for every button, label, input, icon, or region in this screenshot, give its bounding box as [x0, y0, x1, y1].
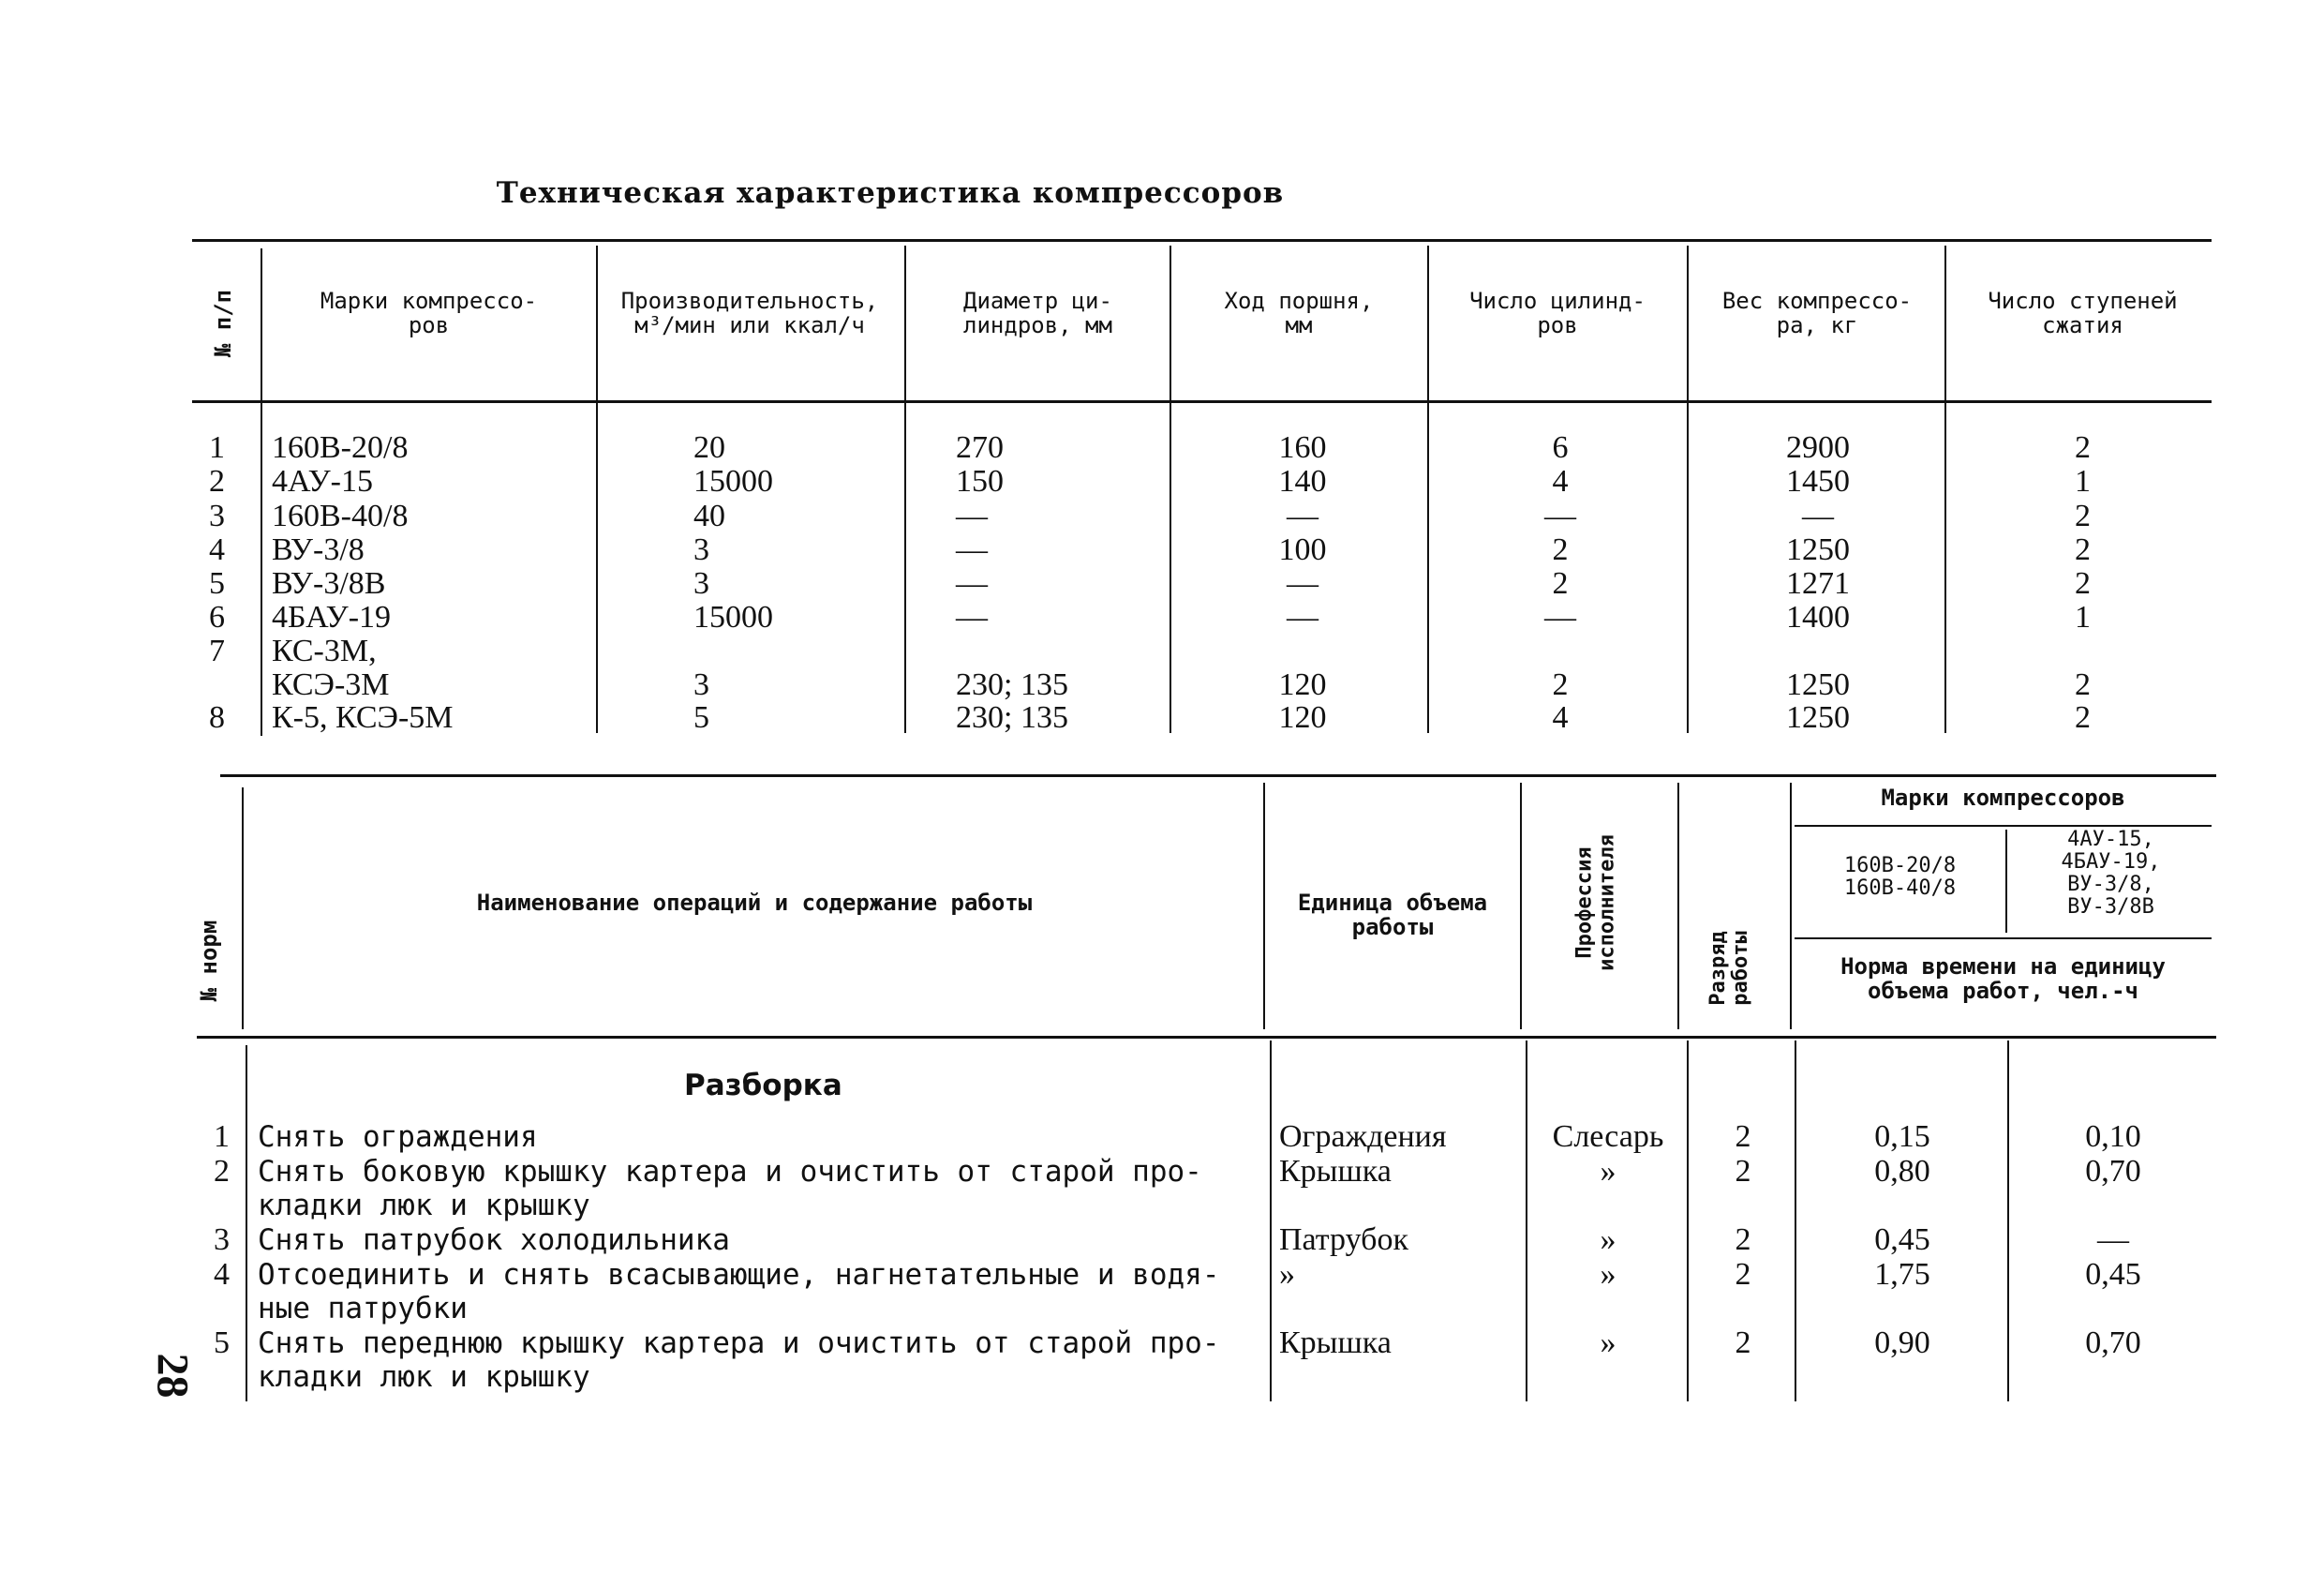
table1-cell-stroke: —	[1287, 566, 1318, 601]
table1-cell-cyl: 2	[1552, 532, 1569, 567]
table2-col-divider	[1677, 783, 1679, 1029]
table1-cell-cyl: 4	[1552, 700, 1569, 735]
table1-cell-stroke: 160	[1278, 430, 1327, 465]
table2-col-divider	[1687, 1041, 1689, 1401]
table1-col-divider	[1944, 246, 1946, 733]
table2-cell-grade: 2	[1735, 1119, 1751, 1154]
table2-cell-grade: 2	[1735, 1257, 1751, 1292]
table1-cell-cyl: 6	[1552, 430, 1569, 465]
table2-cell-n: 1	[214, 1119, 230, 1154]
table1-cell-stages: 2	[2075, 532, 2091, 567]
table2-brands-rule	[1795, 825, 2212, 827]
table2-cell-op: Отсоединить и снять всасывающие, нагнетательные и водя- ные патрубки	[258, 1258, 1220, 1325]
table2-cell-a: 0,90	[1874, 1325, 1930, 1360]
table1-cell-diam: —	[956, 566, 988, 601]
table1-cell-brand: ВУ-3/8В	[272, 566, 386, 601]
table2-cell-a: 0,45	[1874, 1222, 1930, 1257]
table1-cell-brand: КС-3М,	[272, 634, 377, 668]
table1-cell-cyl: —	[1544, 499, 1576, 533]
table2-header-unit: Единица объема работы	[1297, 890, 1488, 940]
table2-header-brand-a: 160В-20/8 160В-40/8	[1843, 854, 1957, 900]
table1-col-divider	[261, 248, 262, 736]
page-title: Техническая характеристика компрессоров	[496, 176, 1285, 210]
table2-header-name: Наименование операций и содержание работы	[476, 890, 1033, 916]
table2-header-grade: Разряд работы	[1706, 931, 1752, 1006]
table2-cell-b: 0,45	[2085, 1257, 2141, 1292]
table1-cell-cyl: —	[1544, 600, 1576, 635]
table2-header-rule	[197, 1036, 2216, 1039]
table1-cell-n: 1	[209, 430, 225, 465]
table1-header-brand: Марки компрессо- ров	[320, 288, 538, 338]
table2-header-profession: Профессия исполнителя	[1572, 834, 1619, 971]
table1-header-rule	[192, 400, 2212, 403]
table1-cell-brand: ВУ-3/8	[272, 532, 365, 567]
table1-header-stroke: Ход поршня, мм	[1224, 288, 1374, 338]
table2-cell-op: Снять боковую крышку картера и очистить от старой про- кладки люк и крышку	[258, 1155, 1202, 1222]
table2-cell-grade: 2	[1735, 1222, 1751, 1257]
table2-col-divider	[1270, 1041, 1272, 1401]
table2-col-divider	[1526, 1041, 1527, 1401]
table2-col-divider	[246, 1045, 247, 1401]
table1-cell-stages: 2	[2075, 667, 2091, 702]
table1-cell-weight: 1250	[1786, 532, 1850, 567]
table1-header-weight: Вес компрессо- ра, кг	[1721, 288, 1913, 338]
table2-cell-op: Снять переднюю крышку картера и очистить от старой про- кладки люк и крышку	[258, 1326, 1220, 1394]
table1-cell-cyl: 4	[1552, 464, 1569, 499]
table1-cell-n: 3	[209, 499, 225, 533]
table1-cell-brand: 4АУ-15	[272, 464, 373, 499]
table2-header-brand-b: 4АУ-15, 4БАУ-19, ВУ-3/8, ВУ-3/8В	[2061, 828, 2161, 919]
table1-cell-stages: 2	[2075, 430, 2091, 465]
table1-col-divider	[596, 246, 598, 733]
table2-cell-unit: Ограждения	[1279, 1119, 1447, 1154]
table2-cell-b: 0,70	[2085, 1325, 2141, 1360]
table1-cell-brand: 160В-40/8	[272, 499, 409, 533]
table1-cell-cyl: 2	[1552, 566, 1569, 601]
table1-header-stages: Число ступеней сжатия	[1988, 288, 2178, 338]
table1-cell-perf: 3	[693, 667, 709, 702]
table2-cell-n: 2	[214, 1154, 230, 1189]
table1-cell-perf: 15000	[693, 464, 773, 499]
table2-header-norm: Норма времени на единицу объема работ, чел.-ч	[1840, 953, 2166, 1004]
table1-cell-diam: —	[956, 600, 988, 635]
table1-cell-brand: 4БАУ-19	[272, 600, 392, 635]
table1-cell-stroke: —	[1287, 499, 1318, 533]
table2-col-divider	[2007, 1041, 2009, 1401]
table2-cell-a: 0,15	[1874, 1119, 1930, 1154]
table1-cell-stages: 1	[2075, 464, 2091, 499]
table2-cell-prof: »	[1600, 1222, 1616, 1257]
table1-cell-perf: 3	[693, 532, 709, 567]
table2-cell-prof: Слесарь	[1552, 1119, 1664, 1154]
table2-col-divider	[1795, 1041, 1796, 1401]
table1-cell-n: 7	[209, 634, 225, 668]
table2-cell-b: 0,70	[2085, 1154, 2141, 1189]
table2-col-divider	[242, 787, 244, 1029]
table2-cell-n: 4	[214, 1257, 230, 1292]
table1-cell-brand: К-5, КСЭ-5М	[272, 700, 454, 735]
table1-cell-stages: 1	[2075, 600, 2091, 635]
table2-cell-unit: Патрубок	[1279, 1222, 1408, 1257]
table1-cell-weight: 1400	[1786, 600, 1850, 635]
table1-cell-n: 4	[209, 532, 225, 567]
table2-top-rule	[220, 774, 2216, 777]
table1-col-divider	[1427, 246, 1429, 733]
table2-cell-unit: »	[1279, 1257, 1295, 1292]
table1-col-divider	[1687, 246, 1689, 733]
table2-cell-unit: Крышка	[1279, 1325, 1392, 1360]
table2-cell-n: 3	[214, 1222, 230, 1257]
table2-col-divider	[1520, 783, 1522, 1029]
table1-cell-n: 5	[209, 566, 225, 601]
table2-cell-n: 5	[214, 1325, 230, 1360]
table1-cell-stages: 2	[2075, 499, 2091, 533]
table1-cell-diam: 270	[956, 430, 1004, 465]
table2-cell-op: Снять патрубок холодильника	[258, 1223, 730, 1257]
table1-cell-weight: 1250	[1786, 667, 1850, 702]
table1-cell-diam: 150	[956, 464, 1004, 499]
table1-cell-stroke: 120	[1278, 700, 1327, 735]
table1-cell-weight: 1250	[1786, 700, 1850, 735]
table1-cell-weight: —	[1802, 499, 1834, 533]
table1-header-cylinders: Число цилинд- ров	[1469, 288, 1646, 338]
table1-cell-perf: 15000	[693, 600, 773, 635]
table1-cell-diam: —	[956, 499, 988, 533]
table2-col-divider	[1790, 783, 1792, 1029]
table1-cell-stages: 2	[2075, 566, 2091, 601]
table1-cell-diam: —	[956, 532, 988, 567]
table1-cell-perf: 3	[693, 566, 709, 601]
table2-cell-b: 0,10	[2085, 1119, 2141, 1154]
table2-cell-prof: »	[1600, 1257, 1616, 1292]
table1-cell-diam: 230; 135	[956, 667, 1068, 702]
table1-cell-n: 2	[209, 464, 225, 499]
table1-header-num: № п/п	[210, 289, 236, 358]
table2-norm-rule	[1795, 937, 2212, 939]
table1-cell-stroke: 140	[1278, 464, 1327, 499]
table2-header-brands: Марки компрессоров	[1881, 785, 2125, 811]
table1-cell-stroke: 100	[1278, 532, 1327, 567]
table1-cell-stroke: 120	[1278, 667, 1327, 702]
table1-cell-brand: КСЭ-3М	[272, 667, 390, 702]
table2-cell-prof: »	[1600, 1325, 1616, 1360]
table2-cell-a: 1,75	[1874, 1257, 1930, 1292]
table1-col-divider	[1169, 246, 1171, 733]
table1-cell-perf: 20	[693, 430, 725, 465]
table1-cell-cyl: 2	[1552, 667, 1569, 702]
table1-cell-stroke: —	[1287, 600, 1318, 635]
table1-cell-n: 6	[209, 600, 225, 635]
table1-cell-weight: 1271	[1786, 566, 1850, 601]
table1-cell-brand: 160В-20/8	[272, 430, 409, 465]
table1-cell-weight: 1450	[1786, 464, 1850, 499]
table1-cell-n: 8	[209, 700, 225, 735]
table1-cell-perf: 5	[693, 700, 709, 735]
table2-col-divider	[1263, 783, 1265, 1029]
table1-top-rule	[192, 239, 2212, 242]
table2-cell-a: 0,80	[1874, 1154, 1930, 1189]
table1-cell-weight: 2900	[1786, 430, 1850, 465]
page-number: 28	[147, 1353, 198, 1399]
table1-cell-diam: 230; 135	[956, 700, 1068, 735]
table2-cell-unit: Крышка	[1279, 1154, 1392, 1189]
table1-header-diameter: Диаметр ци- линдров, мм	[963, 288, 1112, 338]
table2-cell-op: Снять ограждения	[258, 1120, 538, 1154]
table2-cell-grade: 2	[1735, 1154, 1751, 1189]
table2-cell-grade: 2	[1735, 1325, 1751, 1360]
table2-col-divider	[2005, 830, 2007, 933]
table1-cell-perf: 40	[693, 499, 725, 533]
table1-cell-stages: 2	[2075, 700, 2091, 735]
table1-col-divider	[904, 246, 906, 733]
table1-header-performance: Производительность, м³/мин или ккал/ч	[620, 288, 879, 338]
table2-cell-prof: »	[1600, 1154, 1616, 1189]
table2-cell-b: —	[2097, 1222, 2129, 1257]
table2-header-num: № норм	[196, 920, 222, 1002]
section-title: Разборка	[684, 1069, 842, 1102]
